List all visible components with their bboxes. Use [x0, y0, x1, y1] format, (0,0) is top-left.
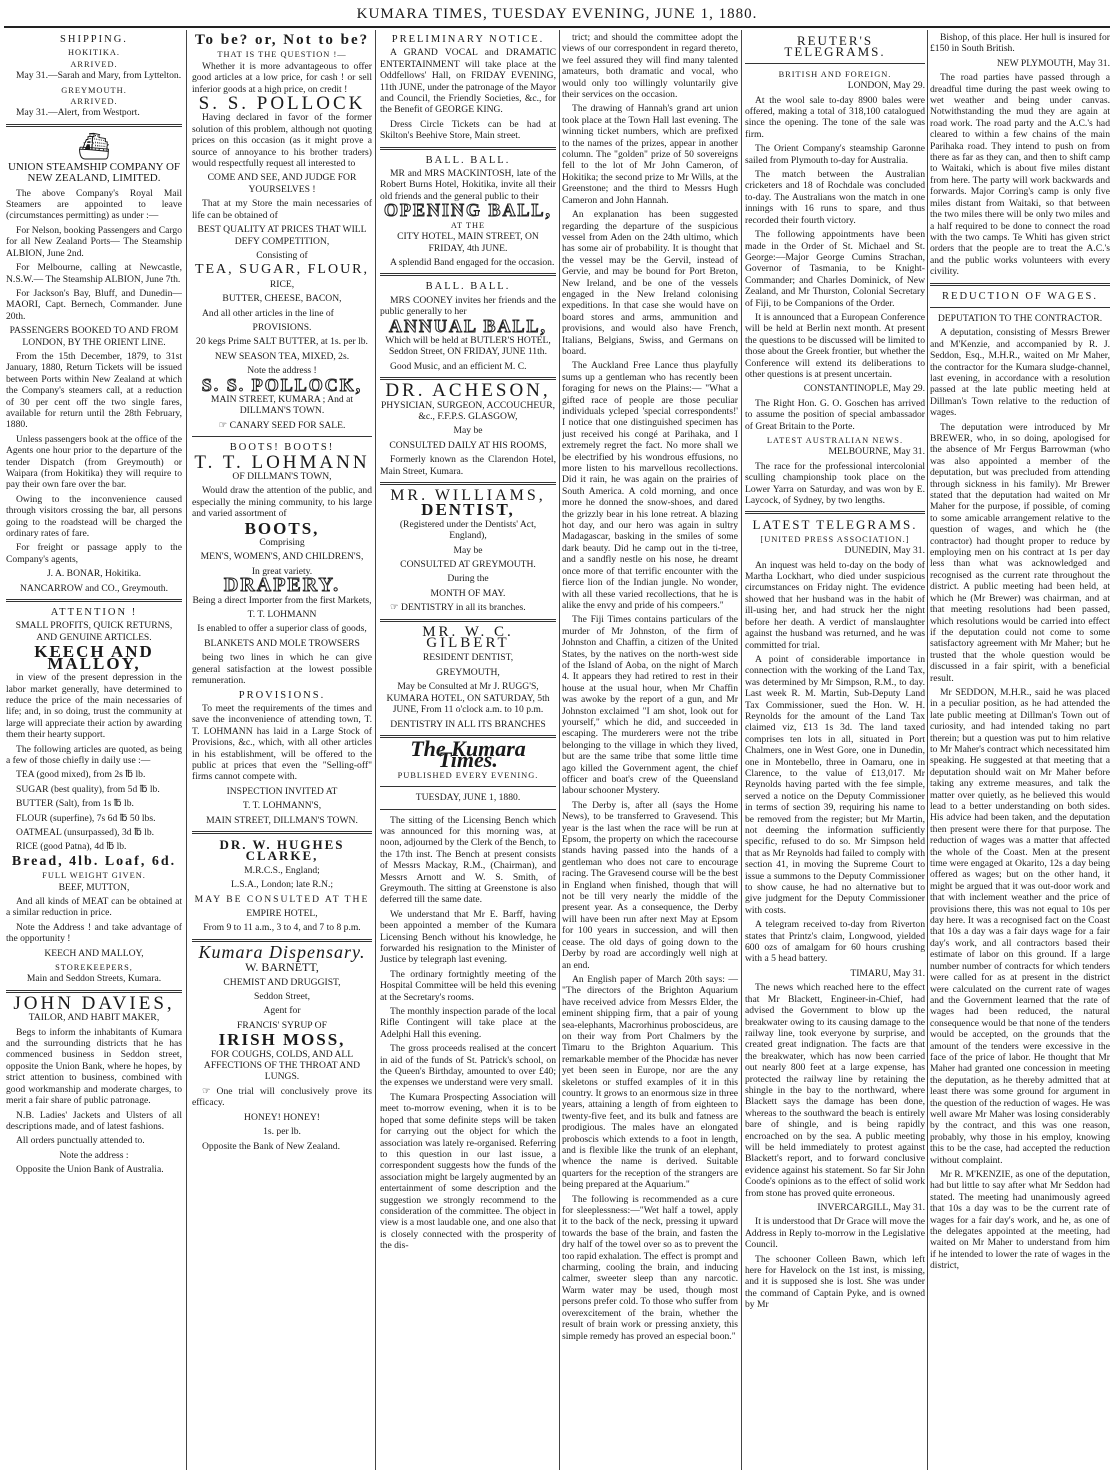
divider [745, 63, 925, 64]
consulted-daily: CONSULTED DAILY AT HIS ROOMS, [389, 439, 547, 451]
bread-heading: Bread, 4lb. Loaf, 6d. [11, 853, 177, 869]
butler-paragraph: Which will be held at BUTLER'S HOTEL, Seddon Street, ON FRIDAY, JUNE 11th. [385, 334, 551, 358]
editorial-paragraph: The Kumara Prospecting Association will meet to-morrow evening, when it is to be hoped that some definite steps will be taken for carrying out the object for which the association was lately re-organised. Referring to this question in our last issue, a correspondent suggests how the funds of the association might be largely augmented by an entertainment of some description and the suggestion we strongly recommend to the consideration of the committee. The object in view is a most laudable one, and one also that is closely connected with the prosperity of the dis- [380, 1091, 556, 1252]
barnett-address: Opposite the Bank of New Zealand. [202, 1140, 341, 1152]
keech-paragraph: The following articles are quoted, as being a few of those chiefly in daily use :— [6, 743, 182, 766]
lohmann-paragraph: Would draw the attention of the public, and especially the mining community, to his large and varied assortment of [192, 485, 372, 520]
telegram-paragraph: At the wool sale to-day 8900 bales were offered, making a total of 318,100 catalogued since the opening. The tone of the sale was firm. [745, 94, 925, 140]
keech-title: KEECH AND MALLOY, [34, 642, 154, 673]
during: During the [447, 573, 489, 585]
tobe-heading: To be? or, Not to be? [194, 32, 370, 48]
union-paragraph: From the 15th December, 1879, to 31st January, 1880, Return Tickets will be issued between Ports within New Zealand at which the Company's steamers call, at a reduction of 30 per cent off the two single fares, available for return until the 28th February, 1880. [6, 350, 182, 431]
one-trial-text: One trial will conclusively prove its efficacy. [192, 1085, 372, 1109]
column-divider [186, 30, 187, 1470]
union-paragraph: For Jackson's Bay, Bluff, and Dunedin— MAORI, Capt. Bernech, Commander. June 20th. [6, 287, 182, 322]
davies-paragraph: All orders punctually attended to. [16, 1135, 145, 1147]
news-paragraph: The Derby is, after all (says the Home News), to be transferred to Gravesend. This year is the last when the race will be run at Epsom, the property on which the racecourse stands having passed into the hands of a gentleman who does not care to encourage racing. The Gravesend course will be the best in England when finished, though that will not be till very nearly the middle of the present year. As a consequence, the Derby will have been run after next May at Epsom for 100 years in succession, and will then cease. The old days of going down to the Derby by road are accordingly well nigh at an end. [562, 799, 738, 971]
divider [380, 147, 556, 150]
pollock-paragraph: And all other articles in the line of [202, 307, 334, 319]
ball-heading: BALL. BALL. [425, 281, 511, 293]
francis-syrup: FRANCIS' SYRUP OF [237, 1019, 327, 1031]
beef-heading: BEEF, MUTTON, [58, 881, 130, 893]
latest-australian-heading: LATEST AUSTRALIAN NEWS. [766, 436, 904, 445]
pointing-hand-icon: ☞ [218, 419, 228, 431]
divider [6, 599, 182, 602]
union-paragraph: Unless passengers book at the office of the Agents one hour prior to the departure of the tender Dispatch (from Greymouth) or Waipara (from Hokitika) they will require to pay their own fare over the bar. [6, 433, 182, 491]
editorial-paragraph: The monthly inspection parade of the local Rifle Contingent will take place at the Adelphi Hall this evening. [380, 1006, 556, 1040]
telegram-paragraph: The road parties have passed through a dreadful time during the past week owing to wet weather and being under canvas. Notwithstanding the mud they are again at road work. The road party and the A.C.'s had cleared to within a few chains of the main Parihaka road. They intend to push on from there as far as they can, and then to shift camp to Waitaki, which is about five miles distant from here. The party will work backwards and forwards. Major Corring's camp is only five miles distant from Waitaki, so that between the two miles there will be only two miles and a half required to be done to connect the road with the two camps. Te Whiti has given strict orders that the people are to treat the A.C.'s and the public works volunteers with every civility. [930, 72, 1110, 278]
hokitika-heading: HOKITIKA. [67, 48, 121, 58]
month-may: MONTH OF MAY. [430, 587, 506, 599]
divider [745, 511, 925, 514]
comprising: Comprising [259, 537, 305, 549]
butter-line: BUTTER, CHEESE, BACON, [222, 293, 342, 305]
consulted: MAY BE CONSULTED AT THE [194, 893, 370, 905]
union-paragraph: The above Company's Royal Mail Steamers are appointed to leave (circumstances permitting) as under :— [6, 187, 182, 222]
column-divider [927, 30, 928, 1470]
divider [380, 619, 556, 622]
new-tea: NEW SEASON TEA, MIXED, 2s. [214, 350, 350, 362]
opening-ball: OPENING BALL, [383, 200, 553, 221]
divider [6, 124, 182, 127]
british-heading: BRITISH AND FOREIGN. [778, 69, 892, 79]
dispensary-title: Kumara Dispensary. [198, 941, 366, 962]
barnett-name: W. BARNETT, [245, 960, 319, 975]
davies-paragraph: N.B. Ladies' Jackets and Ulsters of all descriptions made, and of latest fashions. [6, 1109, 182, 1132]
report-paragraph: Mr R. M'KENZIE, as one of the deputation, had but little to say after what Mr Seddon had stated. The meeting had unanimously agreed that 10s a day was to be the current rate of wages for a fair day's work, and he, as one of the delegates appointed at the meeting, had waited on Mr Maher to understand from him if he intended to lower the rate of wages in the district, [930, 1169, 1110, 1272]
published: PUBLISHED EVERY EVENING. [397, 770, 539, 780]
dentistry [380, 602, 556, 613]
of-dillman: OF DILLMAN'S TOWN, [232, 471, 332, 482]
divider [930, 283, 1110, 286]
clarke-title: DR. W. HUGHES CLARKE, [219, 836, 345, 864]
storekeepers: STOREKEEPERS, [55, 963, 133, 973]
small-profits: SMALL PROFITS, QUICK RETURNS, AND GENUINE ARTICLES. [15, 620, 173, 643]
clarke-hours: From 9 to 11 a.m., 3 to 4, and 7 to 8 p.m. [203, 922, 361, 934]
news-paragraph: An English paper of March 20th says: — "The directors of the Brighton Aquarium have received advice from Messrs Elder, the eminent shipping firm, that a pair of young sea-elephants, Macrorhinus proboscideus, are on their way from Port Chalmers by the Timaru to the Brighton Aquarium. This remarkable member of the Phocidæ has never yet been seen in Europe, nor are the any skeletons or stuffed examples of it in this country. It grows to an enormous size in three years, attaining a length of from eighteen to twenty-five feet, and its bulk and fatness are prodigious. The males have an elongated proboscis which extends to a foot in length, and is flexible like the trunk of an elephant, whence the name is derived. Suitable quarters for the reception of the strangers are being prepared at the Aquarium." [562, 973, 738, 1191]
shipping-entry: May 31.—Alert, from Westport. [16, 107, 140, 119]
rice: RICE, [269, 278, 295, 290]
davies-paragraph: Begs to inform the inhabitants of Kumara and the surrounding districts that he has commenced business in Seddon street, opposite the Union Bank, where he hopes, by strict attention to business, combined with good workmanship and moderate charges, to merit a fair share of public patronage. [6, 1026, 182, 1107]
column-4 [562, 32, 738, 1468]
upa-label: [UNITED PRESS ASSOCIATION.] [760, 534, 910, 544]
telegram-paragraph: It is announced that a European Conference will be held at Berlin next month. At present the questions to be discussed will be limited to those about the Greek frontier, but whether the Conference will extend its deliberations to other questions is at present uncertain. [745, 311, 925, 380]
clarke-qualification: L.S.A., London; late R.N.; [230, 879, 334, 891]
beef-paragraph: And all kinds of MEAT can be obtained at a similar reduction in price. [6, 896, 182, 919]
report-paragraph: A deputation, consisting of Messrs Brewer and M'Kenzie, and accompanied by R. J. Seddon, Esq., M.H.R., waited on Mr Maher, the contractor for the Kumara sludge-channel, last evening, in accordance with a resolution passed at the late public meeting held at Dillman's Town relative to the reduction of wages. [930, 327, 1110, 419]
clarke-qualification: M.R.C.S., England; [244, 864, 320, 876]
deputation-heading: DEPUTATION TO THE CONTRACTOR. [937, 312, 1103, 324]
lohmann-name: T. T. LOHMANN'S, [242, 800, 322, 812]
gilbert-title: MR. W. C. GILBERT [422, 623, 514, 652]
chemist: CHEMIST AND DRUGGIST, [223, 976, 341, 988]
davies-address: Opposite the Union Bank of Australia. [16, 1164, 164, 1176]
honey: HONEY! HONEY! [244, 1111, 320, 1123]
price-item: OATMEAL (unsurpassed), 3d ℔ lb. [16, 826, 155, 838]
resident-dentist: RESIDENT DENTIST, [422, 652, 514, 664]
telegram-paragraph: The news which reached here to the effect that Mr Blackett, Engineer-in-Chief, had advised the Government to blow up the breakwater owing to its causing damage to the railway line, took everyone by surprise, and created great indignation. The facts are that the breakwater, which has now been carried out nearly 800 feet at a large expense, has protected the railway line by retaining the shingle in the bay to the northward, where Blackett says the damage has been done, whereas to the southward the beach is entirely bare of shingle, and is being rapidly encroached on by the sea. A public meeting will be held immediately to protest against Blackett's report, and to forward conclusive evidence against his statement. So far Sir John Coode's opinions as to the effect of solid work from stone has proved quite erroneous. [745, 982, 925, 1199]
davies-title: JOHN DAVIES, [13, 992, 175, 1014]
shipping-entry: May 31.—Sarah and Mary, from Lyttelton. [16, 70, 182, 82]
union-paragraph: For Nelson, booking Passengers and Cargo for all New Zealand Ports— The Steamship ALBION, June 2nd. [6, 224, 182, 259]
at-the: AT THE [450, 220, 486, 230]
pollock-signature: S. S. POLLOCK, [201, 374, 363, 395]
pollock-paragraph: Having declared in favor of the former solution of this problem, although not quoting prices on this occasion (as it might prove a source of annoyance to his brother traders) would respectfully request all interested to [192, 112, 372, 170]
great-variety: In great variety. [251, 565, 313, 577]
tea-sugar: TEA, SUGAR, FLOUR, [194, 262, 370, 278]
telegram-paragraph: The schooner Colleen Bawn, which left here for Havelock on the 1st inst, is missing, and it is supposed she is lost. She was under the command of Captain Pyke, and is owned by Mr [745, 1253, 925, 1311]
reuter-heading: REUTER'S TELEGRAMS. [784, 33, 886, 60]
news-paragraph: An explanation has been suggested regarding the departure of the suspicious vessel from Aden on the 24th ultimo, which has some air of probability. It is thought that the vessel may be the Gervil, instead of Gervie, and may be bound for Port Breton, New Ireland, and be one of the vessels engaged in the New Ireland colonising expeditions. In that case she would have on board stores and arms, ammunition and provisions, and would also have French, Italians, Belgians, Swiss, and Germans on board. [562, 209, 738, 357]
dateline: DUNEDIN, May 31. [844, 545, 925, 557]
divider [380, 273, 556, 276]
news-paragraph: trict; and should the committee adopt the views of our correspondent in regard thereto, we feel assured they will find many talented amateurs, both dramatic and vocal, who would only too willingly voluntarily give their services on the occasion. [562, 32, 738, 101]
passengers-heading: PASSENGERS BOOKED TO AND FROM LONDON, BY THE ORIENT LINE. [9, 325, 179, 348]
grand-paragraph: A GRAND VOCAL and DRAMATIC ENTERTAINMENT will take place at the Oddfellows' Hall, on FRIDAY EVENING, 11th JUNE, under the patronage of the Mayor and Council, the Friendly Societies, &c., for the Benefit of GEORGE KING. [380, 47, 556, 116]
dateline: INVERCARGILL, May 31. [817, 1202, 925, 1213]
telegram-paragraph: A point of considerable importance in connection with the working of the Land Tax, was determined by Mr Simpson, R.M., to day. Last week R. M. Martin, Sub-Deputy Land Tax Commissioner, sued the Hon. W. H. Reynolds for the amount of the Land Tax claimed viz, £13 1s 3d. The land taxed comprises ten lots in all, situated in Port Chalmers, one in West Gore, one in Dunedin, one in Montebello, three in Oamaru, one in Clarence, to the value of £13,017. Mr Reynolds having parted with the fee simple, served a notice on the Deputy Commissioner in terms of section 39, requiring his name to be removed from the register; but Mr Martin, not deeming the information sufficiently specific, refused to do so. Mr Simpson held that as Mr Reynolds had failed to comply with section 41, in moving the Supreme Court to issue a summons to the Deputy Commissioner to show cause, he had no alternative but to give judgment for the Deputy Commissioner with costs. [745, 653, 925, 916]
consulted-greymouth: CONSULTED AT GREYMOUTH. [400, 559, 536, 571]
pollock-title: S. S. POLLOCK [198, 93, 366, 115]
union-paragraph: Owing to the inconvenience caused through visitors crossing the bar, all persons going to the roadstead will be charged the ordinary rates of fare. [6, 493, 182, 540]
salt-butter: 20 kegs Prime SALT BUTTER, at 1s. per lb. [196, 336, 368, 348]
irish-moss: IRISH MOSS, [218, 1030, 346, 1050]
provisions: PROVISIONS. [252, 321, 312, 333]
editorial-paragraph: We understand that Mr E. Barff, having been appointed a member of the Kumara Licensing Bench without his knowledge, he forwarded his resignation to the Minister of Justice by telegraph last evening. [380, 908, 556, 966]
news-paragraph: The following is recommended as a cure for sleeplessness:—"Wet half a towel, apply it to the back of the neck, pressing it upward towards the base of the brain, and fasten the dry half of the towel over so as to prevent the too rapid exhalation. The effect is prompt and charming, cooling the brain, and inducing calmer, sweeter sleep than any narcotic. Warm water may be used, though most persons prefer cold. To those who suffer from overexcitement of the brain, whether the result of brain work or pressing anxiety, this simple remedy has proved an especial boon." [562, 1193, 738, 1342]
gilbert-paragraph: May be Consulted at Mr J. RUGG'S, KUMARA HOTEL, ON SATURDAY, 5th JUNE, From 11 o'clock a.m. to 10 p.m. [386, 681, 550, 716]
column-5 [745, 32, 925, 1468]
reduction-heading: REDUCTION OF WAGES. [942, 290, 1098, 302]
telegram-paragraph: The race for the professional intercolonial sculling championship took place on the Lower Yarra on Saturday, and was won by E. Laycock, of Sydney, by two lengths. [745, 460, 925, 507]
dateline: LONDON, May 29. [847, 80, 925, 92]
dateline: MELBOURNE, May 31. [828, 446, 925, 458]
telegram-paragraph: Bishop, of this place. Her hull is insured for £150 in South British. [930, 32, 1110, 55]
divider [192, 436, 372, 437]
good-music: Good Music, and an efficient M. C. [390, 360, 527, 372]
dress-paragraph: Dress Circle Tickets can be had at Skilton's Beehive Store, Main street. [380, 118, 556, 142]
pollock-paragraph: That at my Store the main necessaries of life can be obtained of [192, 198, 372, 221]
canary-seed [192, 420, 372, 431]
price-item: SUGAR (best quality), from 5d ℔ lb. [16, 783, 160, 795]
arrived-label: ARRIVED. [70, 59, 118, 69]
telegram-paragraph: The following appointments have been made in the Order of St. Michael and St. George:—Major George Cumins Strachan, Governor of Tasmania, to be Knight-Commander; and Charles Dominick, of New Zealand, and Mr Thurston, Colonial Secretary of Fiji, to be Companions of the Order. [745, 229, 925, 309]
pollock-address: MAIN STREET, KUMARA ; And at DILLMAN'S TOWN. [210, 393, 354, 417]
tailor-heading: TAILOR, AND HABIT MAKER, [28, 1012, 160, 1024]
lohmann-title: T. T. LOHMANN [194, 451, 370, 473]
dateline: TIMARU, May 31. [850, 967, 925, 979]
provisions-heading: PROVISIONS. [238, 689, 326, 701]
lohmann-name: T. T. LOHMANN [247, 609, 317, 621]
divider [380, 786, 556, 787]
divider [380, 809, 556, 810]
city-hotel: CITY HOTEL, MAIN STREET, ON FRIDAY, 4th JUNE. [397, 231, 539, 254]
union-title: UNION STEAMSHIP COMPANY OF NEW ZEALAND, LIMITED. [7, 160, 181, 185]
greymouth-heading: GREYMOUTH. [61, 85, 127, 95]
keech-signature: KEECH AND MALLOY, [44, 947, 144, 959]
masthead-rule [4, 26, 1110, 28]
editorial-paragraph: The sitting of the Licensing Bench which was announced for this morning was, at noon, adjourned by the Clerk of the Bench, to the 17th inst. The Bench at present consists of Messrs Mackay, R.M., (Chairman), and Messrs Arnott and W. S. Smith, of Greymouth. The sitting at Greenstone is also deferred till the same date. [380, 814, 556, 906]
agent-name: J. A. BONAR, Hokitika. [46, 568, 142, 580]
dateline: CONSTANTINOPLE, May 29. [803, 383, 925, 395]
annual-ball: ANNUAL BALL, [388, 315, 548, 336]
clarendon: Formerly known as the Clarendon Hotel, Main Street, Kumara. [380, 454, 556, 477]
union-paragraph: For freight or passage apply to the Company's agents, [6, 542, 182, 565]
note-address: Note the address ! [247, 365, 317, 377]
column-3 [380, 32, 556, 1468]
keech-address: Main and Seddon Streets, Kumara. [26, 973, 162, 985]
price-item: FLOUR (superfine), 7s 6d ℔ 50 lbs. [16, 812, 156, 824]
issue-date: TUESDAY, JUNE 1, 1880. [415, 792, 521, 804]
column-divider [741, 30, 742, 1470]
honey-price: 1s. per lb. [263, 1126, 301, 1138]
acheson-title: DR. ACHESON, [385, 380, 551, 402]
note-address: Note the Address ! and take advantage of the opportunity ! [6, 921, 182, 945]
telegram-paragraph: The match between the Australian cricketers and 18 of Rochdale was concluded to-day. The Australians won the match in one innings with 16 runs to spare, and thus recorded their fourth victory. [745, 169, 925, 226]
price-item: RICE (good Patna), 4d ℔ lb. [16, 841, 127, 853]
telegram-paragraph: The Orient Company's steamship Garonne sailed from Plymouth to-day for Australia. [745, 143, 925, 166]
lohmann-paragraph: To meet the requirements of the times and save the inconvenience of attending town, T. T. LOHMANN has laid in a Large Stock of Provisions, &c., which, with all other articles in his establishment, will be offered to the public at prices that even the "Selling-off" firms cannot compete with. [192, 702, 372, 783]
agent-for: Agent for [263, 1005, 301, 1017]
best-quality: BEST QUALITY AT PRICES THAT WILL DEFY COMPETITION, [197, 224, 367, 247]
report-paragraph: The deputation were introduced by Mr BREWER, who, in so doing, apologised for the absence of Mr Fergus Barrowman (who was also appointed a member of the deputation, but was precluded from attending through sickness in his family). Mr Brewer stated that the deputation had waited on Mr Maher for the purpose, if possible, of coming to some amicable arrangement relative to the question of wages, and which he (the contractor) had thought proper to reduce by employing men on his contract at 1s per day less than what was acknowledged and recognised as the current rate throughout the district. A public meeting had been held, at which he (Mr Brewer) was chairman, and at that meeting resolutions had been passed, which resolutions would be carried into effect if the deputation could not come to some satisfactory agreement with Mr Maher; but he trusted that the whole question would be discussed in a fair spirit, with a beneficial result. [930, 421, 1110, 684]
full-weight: FULL WEIGHT GIVEN. [42, 871, 146, 881]
boots-heading: BOOTS! BOOTS! [229, 442, 335, 454]
news-paragraph: The drawing of Hannah's grand art union took place at the Town Hall last evening. The winning ticket numbers, which are prefixed to the names of the prizes, appear in another column. The "golden" prize of 50 sovereigns fell to the lot of Mr John Cameron, of Hokitika; the second prize to Mr Wills, at the Greenstone; and the third to Messrs Hugh Cameron and John Hannah. [562, 103, 738, 206]
lohmann-paragraph: Is enabled to offer a superior class of goods, [197, 623, 367, 635]
canary-seed-text: CANARY SEED FOR SALE. [229, 419, 346, 431]
keech-paragraph: in view of the present depression in the labor market generally, have determined to reduce the price of the main necessaries of life; and, in so doing, trust the community at large will appreciate their action by awarding them their hearty support. [6, 672, 182, 741]
consisting: Consisting of [256, 249, 308, 261]
pointing-hand-icon: ☞ [202, 1085, 211, 1097]
telegram-paragraph: It is understood that Dr Grace will move the Address in Reply to-morrow in the Legislative Council. [745, 1216, 925, 1251]
empire-hotel: EMPIRE HOTEL, [246, 908, 318, 919]
report-paragraph: Mr SEDDON, M.H.R., said he was placed in a peculiar position, as he had attended the late public meeting at Dillman's Town out of curiosity, and had intended taking no part therein; but a question was put to him relative to Mr Maher's contract which necessitated him speaking. He suggested at that meeting that a deputation should wait on Mr Maher before taking any extreme measures, and talk the matter over quietly, as he believed this would lead to a better understanding on both sides. His advice had been taken, and the deputation then present were there for that purpose. The reduction of wages was a matter that affected the whole of the Coast. Men at the present time were engaged at Okarito, 12s a day being offered as wages; but on the other hand, it might be argued that it was out-door work and that with inclement weather and the price of provisions there, this was not equal to 10s per day here. It was a recognised fact on the Coast that 10s a day was a fair days wage for a fair day's work, and all contractors based their estimate of labor on this ground. If a large number number of contracts for which tenders were called for as at present in the district were calculated on the current rate of wages and the Government learned that the rate of wages had been reduced, the natural consequence would be that none of the tenders would be accepted, on the grounds that the amount of the tenders were excessive in the face of the price of labor. He thought that Mr Maher had granted one concession in meeting the deputation, as he thereby admitted that at least there was some ground for argument in the question of the reduction of wages. He was well aware Mr Maher was losing considerably by the contract, and this was one reason, probably, why those in his employ, knowing this to be the case, had accepted the reduction without complaint. [930, 686, 1110, 1166]
physician: PHYSICIAN, SURGEON, ACCOUCHEUR, &c., F.F.P.S. GLASGOW, [380, 399, 556, 422]
agent-name: NANCARROW and CO., Greymouth. [20, 582, 168, 594]
lohmann-paragraph: being two lines in which he can give general satisfaction at the lowest possible remuneration. [192, 652, 372, 687]
mackintosh-paragraph: MR and MRS MACKINTOSH, late of the Robert Burns Hotel, Hokitika, invite all their old friends and the general public to their [380, 168, 556, 202]
davies-note: Note the address : [59, 1149, 129, 1161]
union-paragraph: For Melbourne, calling at Newcastle, N.S.W.— The Steamship ALBION, June 7th. [6, 262, 182, 285]
blankets: BLANKETS AND MOLE TROWSERS [204, 637, 360, 649]
divider [930, 307, 1110, 308]
seddon-street: Seddon Street, [254, 991, 310, 1003]
preliminary-heading: PRELIMINARY NOTICE. [391, 34, 545, 45]
lohmann-address: MAIN STREET, DILLMAN'S TOWN. [206, 814, 358, 826]
pointing-hand-icon: ☞ [390, 602, 399, 614]
editorial-paragraph: The ordinary fortnightly meeting of the Hospital Committee will be held this evening at the Secretary's rooms. [380, 968, 556, 1003]
greymouth: GREYMOUTH, [436, 666, 500, 678]
editorial-paragraph: The gross proceeds realised at the concert in aid of the funds of St. Patrick's school, on the Queen's Birthday, amounted to over £40; the expenses we understand were very small. [380, 1043, 556, 1089]
dentist-title: DENTIST, [421, 500, 515, 520]
ball-heading: BALL. BALL. [425, 154, 511, 166]
coughs: FOR COUGHS, COLDS, AND ALL AFFECTIONS OF THE THROAT AND LUNGS. [203, 1048, 361, 1083]
masthead: KUMARA TIMES, TUESDAY EVENING, JUNE 1, 1880. [356, 6, 758, 22]
price-item: TEA (good mixed), from 2s ℔ lb. [16, 769, 146, 781]
mens-line: MEN'S, WOMEN'S, AND CHILDREN'S, [200, 551, 364, 563]
williams-title: MR. WILLIAMS, [390, 487, 546, 504]
inspection: INSPECTION INVITED AT [226, 785, 338, 797]
telegram-paragraph: The Right Hon. G. O. Goschen has arrived to assume the position of special ambassador of Great Britain to the Porte. [745, 397, 925, 432]
question-line: THAT IS THE QUESTION !— [217, 50, 347, 60]
cooney-paragraph: MRS COONEY invites her friends and the public generally to her [380, 294, 556, 318]
lohmann-paragraph: Being a direct Importer from the first Markets, [192, 594, 372, 606]
dateline: NEW PLYMOUTH, May 31. [996, 57, 1110, 69]
column-divider [559, 30, 560, 1470]
news-paragraph: The Auckland Free Lance thus playfully sums up a gentleman who has recently been foraging for news on the Plains:— "What a gifted race of people are those peculiar individuals ycleped 'special correspondents!' I notice that one distinguished specimen has just received his congé at Parihaka, and I extremely regret the fact. No more shall we be electrified by his wondrous effusions, no more listen to his marvellous recollections. Did it rain, he was again on the prairies of South America. A cold morning, and once more he donned the snow-shoes, and dared the grizzly bear in his lone retreat. A blazing hot day, and our hero was again in sultry Madagascar, basking in the smiles of some dark beauty. Did he camp out in the ti-tree, and a sandfly nestle on his nose, he dreamt once more of that terrific encounter with the fierce lion of the Indian jungle. No wonder, with all these varied recollections, that he is alike the envy and pride of his compeers." [562, 360, 738, 611]
drapery-title: DRAPERY. [223, 574, 341, 597]
divider [192, 831, 372, 834]
shipping-heading: SHIPPING. [60, 34, 128, 45]
steamship-icon: ⛴ [77, 131, 111, 161]
news-paragraph: The Fiji Times contains particulars of the murder of Mr Johnston, of the firm of Johnston and Chaffin, a citizen of the United States, by the natives on the north-west side of the Island of Aoba, on the night of March 4. It appears they had retired to rest in their house at the usual hour, when Mr Chaffin was awoke by the report of a gun, and Mr Johnston exclaimed "I am shot, look out for yourself," which he did, and succeeded in escaping. The murderers were not the tribe belonging to the village in which they lived, but are the same tribe that some little time ago killed the Government agent, the chief officer and boat's crew of the Queensland labour schooner Mystery. [562, 614, 738, 797]
dentistry-text: DENTISTRY in all its branches. [401, 602, 526, 614]
column-1 [6, 32, 182, 1468]
registered: (Registered under the Dentists' Act, England), [399, 518, 537, 542]
tobe-paragraph: Whether it is more advantageous to offer good articles at a low price, for cash ! or sell inferior goods at a high price, on credit ! [192, 60, 372, 95]
may-be: May be [453, 544, 483, 556]
column-divider [375, 30, 376, 1470]
telegram-paragraph: An inquest was held to-day on the body of Martha Lockhart, who died under suspicious circumstances on Friday night. The evidence showed that her husband was in the habit of ill-using her, and had struck her the night before her death. A verdict of manslaughter against the husband was returned, and he was committed for trial. [745, 559, 925, 651]
kumara-times-title: The Kumara Times. [410, 735, 526, 773]
telegram-paragraph: A telegram received to-day from Riverton states that Printz's claim, Longwood, yielded 600 ozs of amalgam for 60 hours crushing with a 5 head battery. [745, 919, 925, 965]
column-6 [930, 32, 1110, 1468]
may-be: May be [453, 425, 483, 437]
attention-heading: ATTENTION ! [50, 607, 138, 619]
latest-telegrams-heading: LATEST TELEGRAMS. [752, 517, 918, 533]
band-paragraph: A splendid Band engaged for the occasion. [390, 256, 555, 268]
one-trial [192, 1086, 372, 1109]
arrived-label: ARRIVED. [70, 97, 118, 107]
price-item: BUTTER (Salt), from 1s ℔ lb. [16, 798, 134, 810]
dentistry-all: DENTISTRY IN ALL ITS BRANCHES [390, 718, 546, 730]
boots-title: BOOTS, [244, 518, 320, 538]
come-see: COME AND SEE, AND JUDGE FOR YOURSELVES ! [207, 172, 357, 195]
divider [380, 482, 556, 485]
column-2 [192, 32, 372, 1468]
